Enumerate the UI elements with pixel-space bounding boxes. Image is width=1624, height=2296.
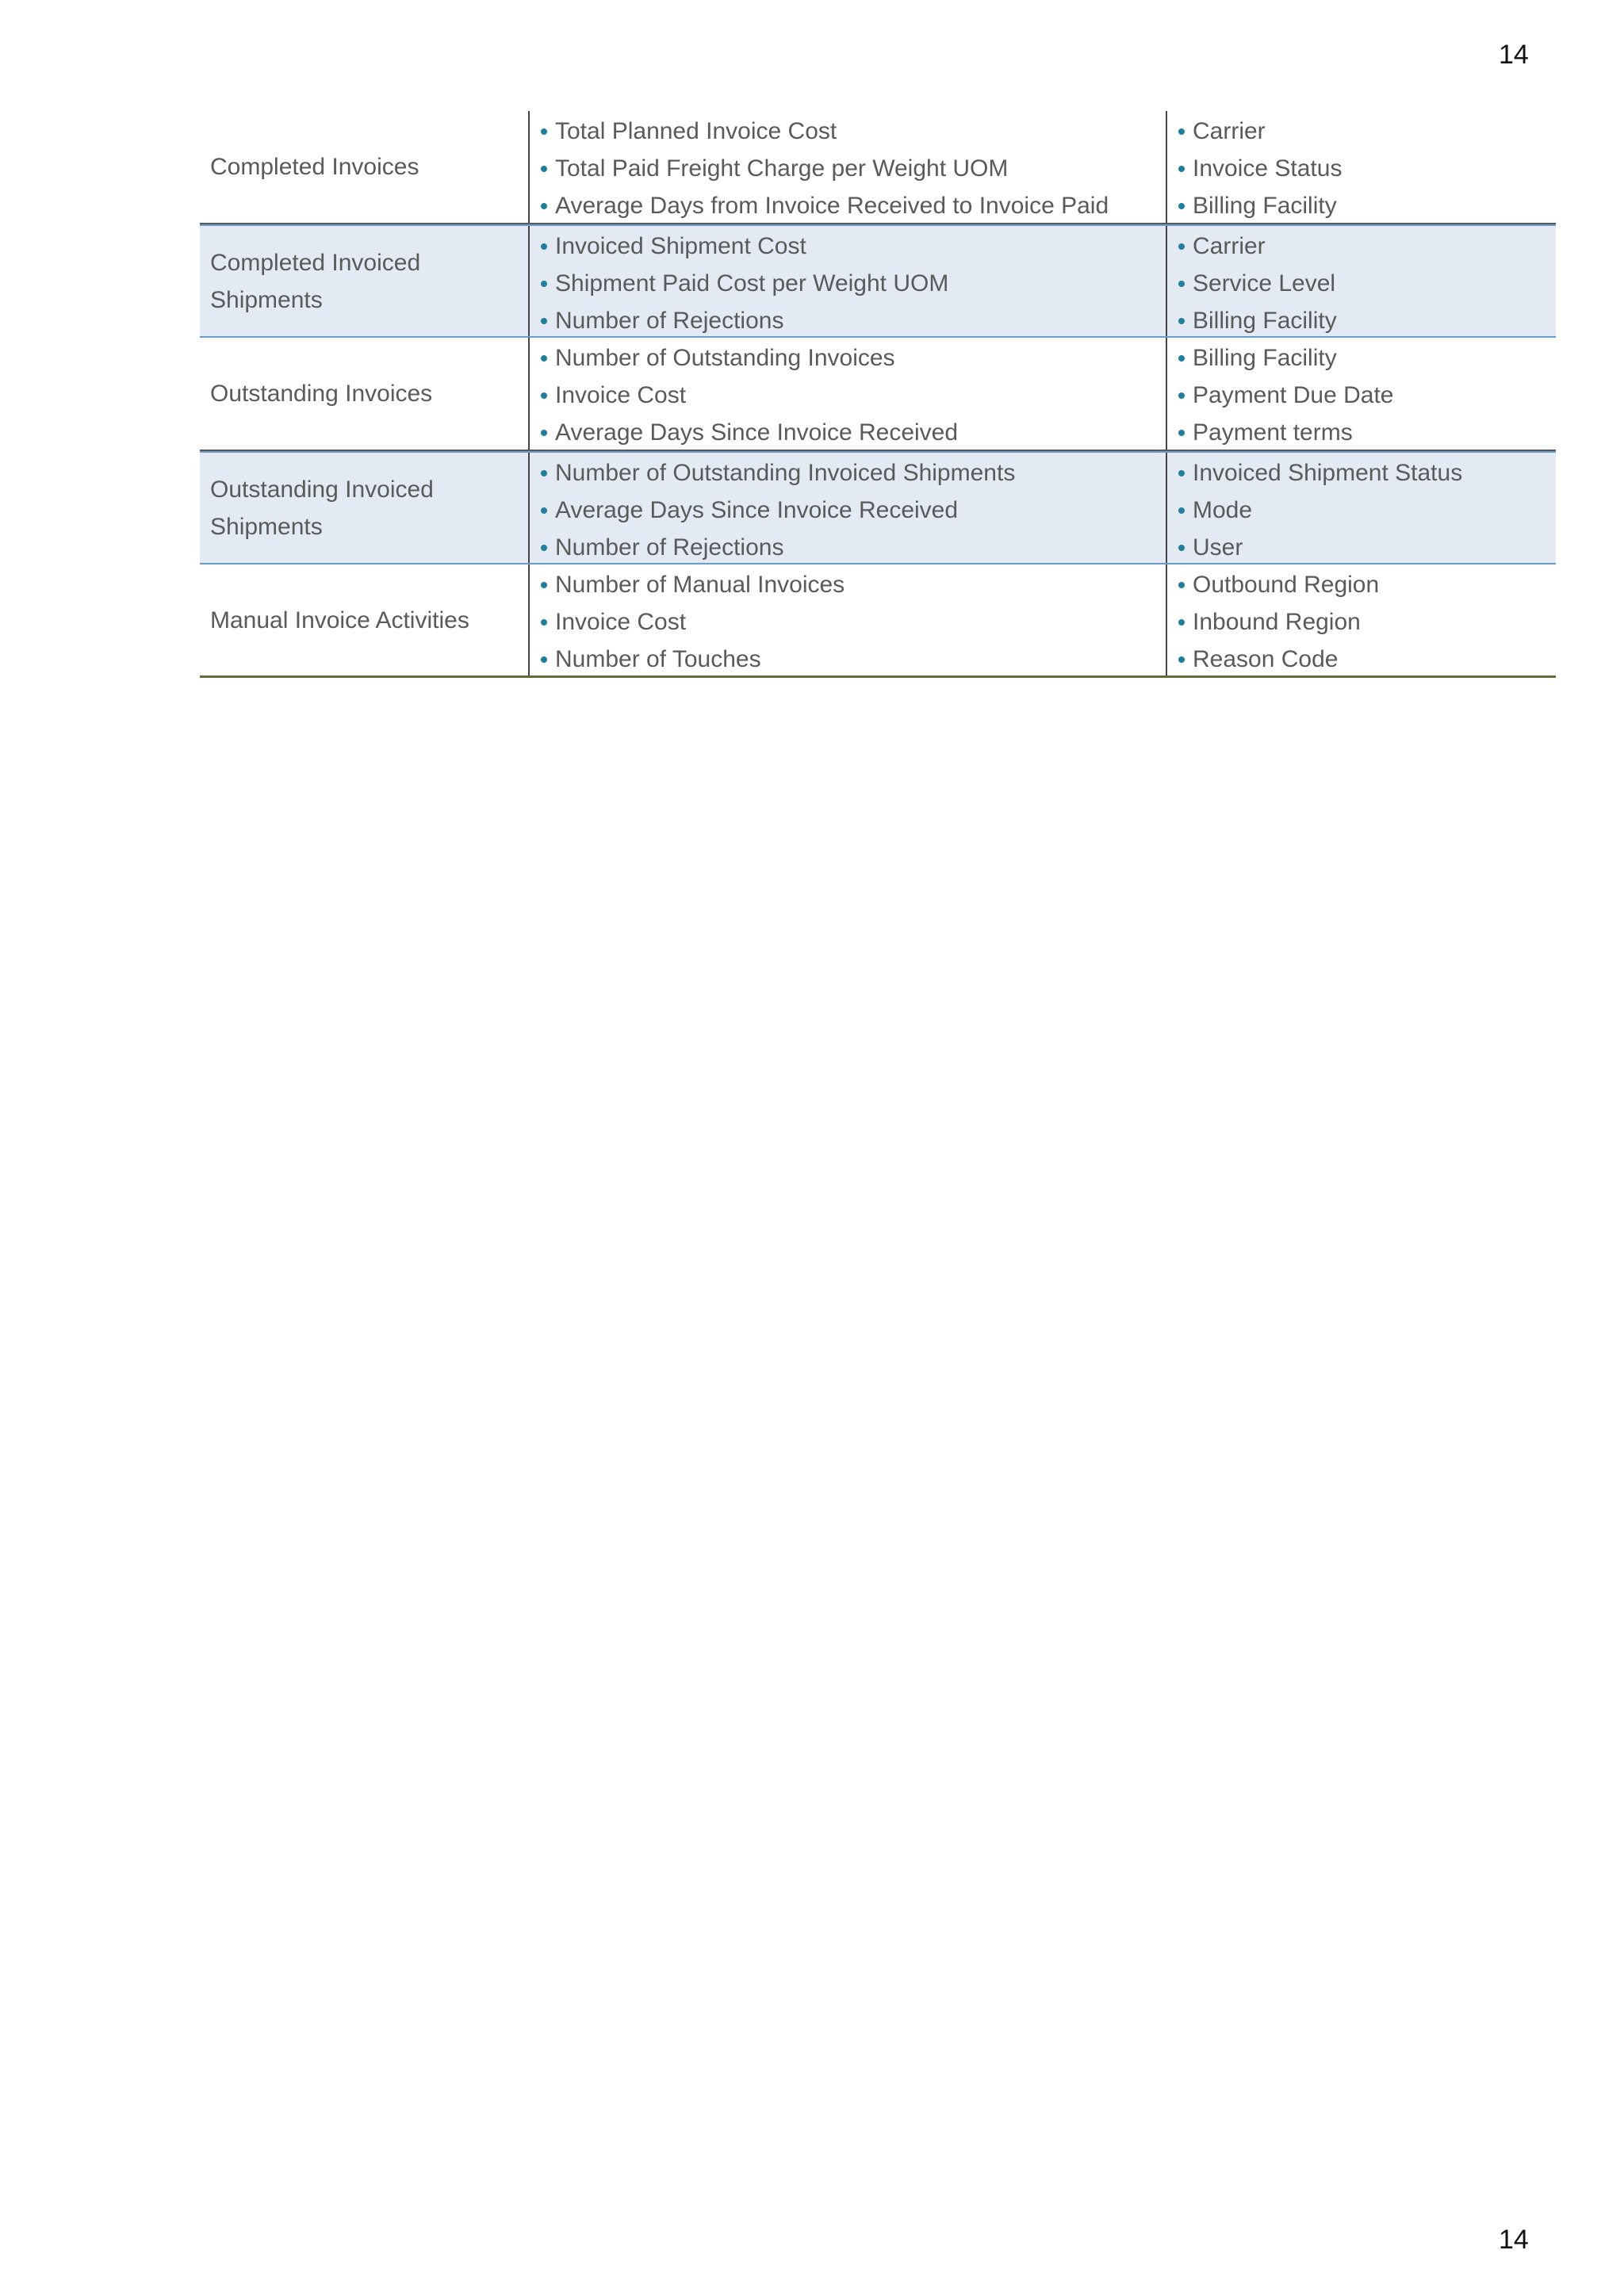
list-item: Number of Touches: [541, 641, 1166, 678]
list-item: Invoiced Shipment Status: [1178, 454, 1556, 492]
bullet-icon: [1178, 656, 1185, 663]
page-number-top: 14: [1499, 40, 1529, 70]
bullet-icon: [541, 281, 547, 287]
row-metrics: [528, 338, 1166, 450]
row-metrics: [528, 564, 1166, 675]
invoice-metrics-table: [200, 111, 1556, 678]
bullet-icon: [1178, 582, 1185, 588]
list-item: User: [1178, 529, 1556, 566]
table-row: [200, 338, 1556, 451]
table-row: [200, 564, 1556, 678]
list-item: Number of Rejections: [541, 529, 1166, 566]
bullet-icon: [1178, 128, 1185, 135]
list-item: Number of Outstanding Invoiced Shipments: [541, 454, 1166, 492]
bullet-icon: [1178, 281, 1185, 287]
bullet-icon: [541, 619, 547, 626]
bullet-icon: [541, 656, 547, 663]
list-item: Carrier: [1178, 113, 1556, 150]
list-item: Total Planned Invoice Cost: [541, 113, 1166, 150]
bullet-icon: [1178, 166, 1185, 172]
list-item: Number of Rejections: [541, 302, 1166, 339]
list-item: Mode: [1178, 492, 1556, 529]
row-dimensions: [1166, 111, 1556, 223]
list-item: Inbound Region: [1178, 603, 1556, 641]
bullet-icon: [541, 470, 547, 476]
row-metrics: [528, 111, 1166, 223]
bullet-icon: [1178, 619, 1185, 626]
row-category: Outstanding Invoices: [210, 381, 433, 407]
bullet-icon: [541, 507, 547, 514]
page-number-bottom: 14: [1499, 2225, 1529, 2255]
row-dimensions: [1166, 226, 1556, 336]
row-category: Completed Invoices: [210, 154, 419, 180]
bullet-icon: [541, 545, 547, 551]
row-metrics: [528, 453, 1166, 563]
list-item: Reason Code: [1178, 641, 1556, 678]
bullet-icon: [1178, 392, 1185, 399]
list-item: Average Days Since Invoice Received: [541, 492, 1166, 529]
list-item: Total Paid Freight Charge per Weight UOM: [541, 150, 1166, 187]
list-item: Outbound Region: [1178, 566, 1556, 603]
table-row: [200, 451, 1556, 564]
list-item: Average Days from Invoice Received to Invoice Paid: [541, 187, 1166, 224]
bullet-icon: [1178, 243, 1185, 250]
list-item: Invoice Status: [1178, 150, 1556, 187]
bullet-icon: [541, 582, 547, 588]
list-item: Average Days Since Invoice Received: [541, 414, 1166, 451]
bullet-icon: [1178, 318, 1185, 324]
bullet-icon: [1178, 203, 1185, 209]
list-item: Billing Facility: [1178, 302, 1556, 339]
row-dimensions: [1166, 453, 1556, 563]
list-item: Service Level: [1178, 265, 1556, 302]
list-item: Invoice Cost: [541, 377, 1166, 414]
list-item: Invoiced Shipment Cost: [541, 228, 1166, 265]
bullet-icon: [1178, 507, 1185, 514]
list-item: Billing Facility: [1178, 187, 1556, 224]
list-item: Billing Facility: [1178, 339, 1556, 377]
list-item: Invoice Cost: [541, 603, 1166, 641]
bullet-icon: [1178, 430, 1185, 436]
row-category: Outstanding Invoiced Shipments: [210, 476, 434, 540]
bullet-icon: [541, 128, 547, 135]
bullet-icon: [541, 243, 547, 250]
list-item: Payment Due Date: [1178, 377, 1556, 414]
row-category: Completed Invoiced Shipments: [210, 249, 421, 313]
table-row: [200, 224, 1556, 338]
bullet-icon: [1178, 545, 1185, 551]
bullet-icon: [541, 430, 547, 436]
bullet-icon: [541, 166, 547, 172]
row-metrics: [528, 226, 1166, 336]
list-item: Number of Outstanding Invoices: [541, 339, 1166, 377]
bullet-icon: [541, 203, 547, 209]
list-item: Carrier: [1178, 228, 1556, 265]
list-item: Shipment Paid Cost per Weight UOM: [541, 265, 1166, 302]
table-row: [200, 111, 1556, 224]
row-dimensions: [1166, 338, 1556, 450]
row-dimensions: [1166, 564, 1556, 675]
bullet-icon: [541, 318, 547, 324]
bullet-icon: [1178, 470, 1185, 476]
row-category: Manual Invoice Activities: [210, 607, 469, 633]
bullet-icon: [541, 392, 547, 399]
list-item: Payment terms: [1178, 414, 1556, 451]
bullet-icon: [541, 355, 547, 362]
list-item: Number of Manual Invoices: [541, 566, 1166, 603]
bullet-icon: [1178, 355, 1185, 362]
